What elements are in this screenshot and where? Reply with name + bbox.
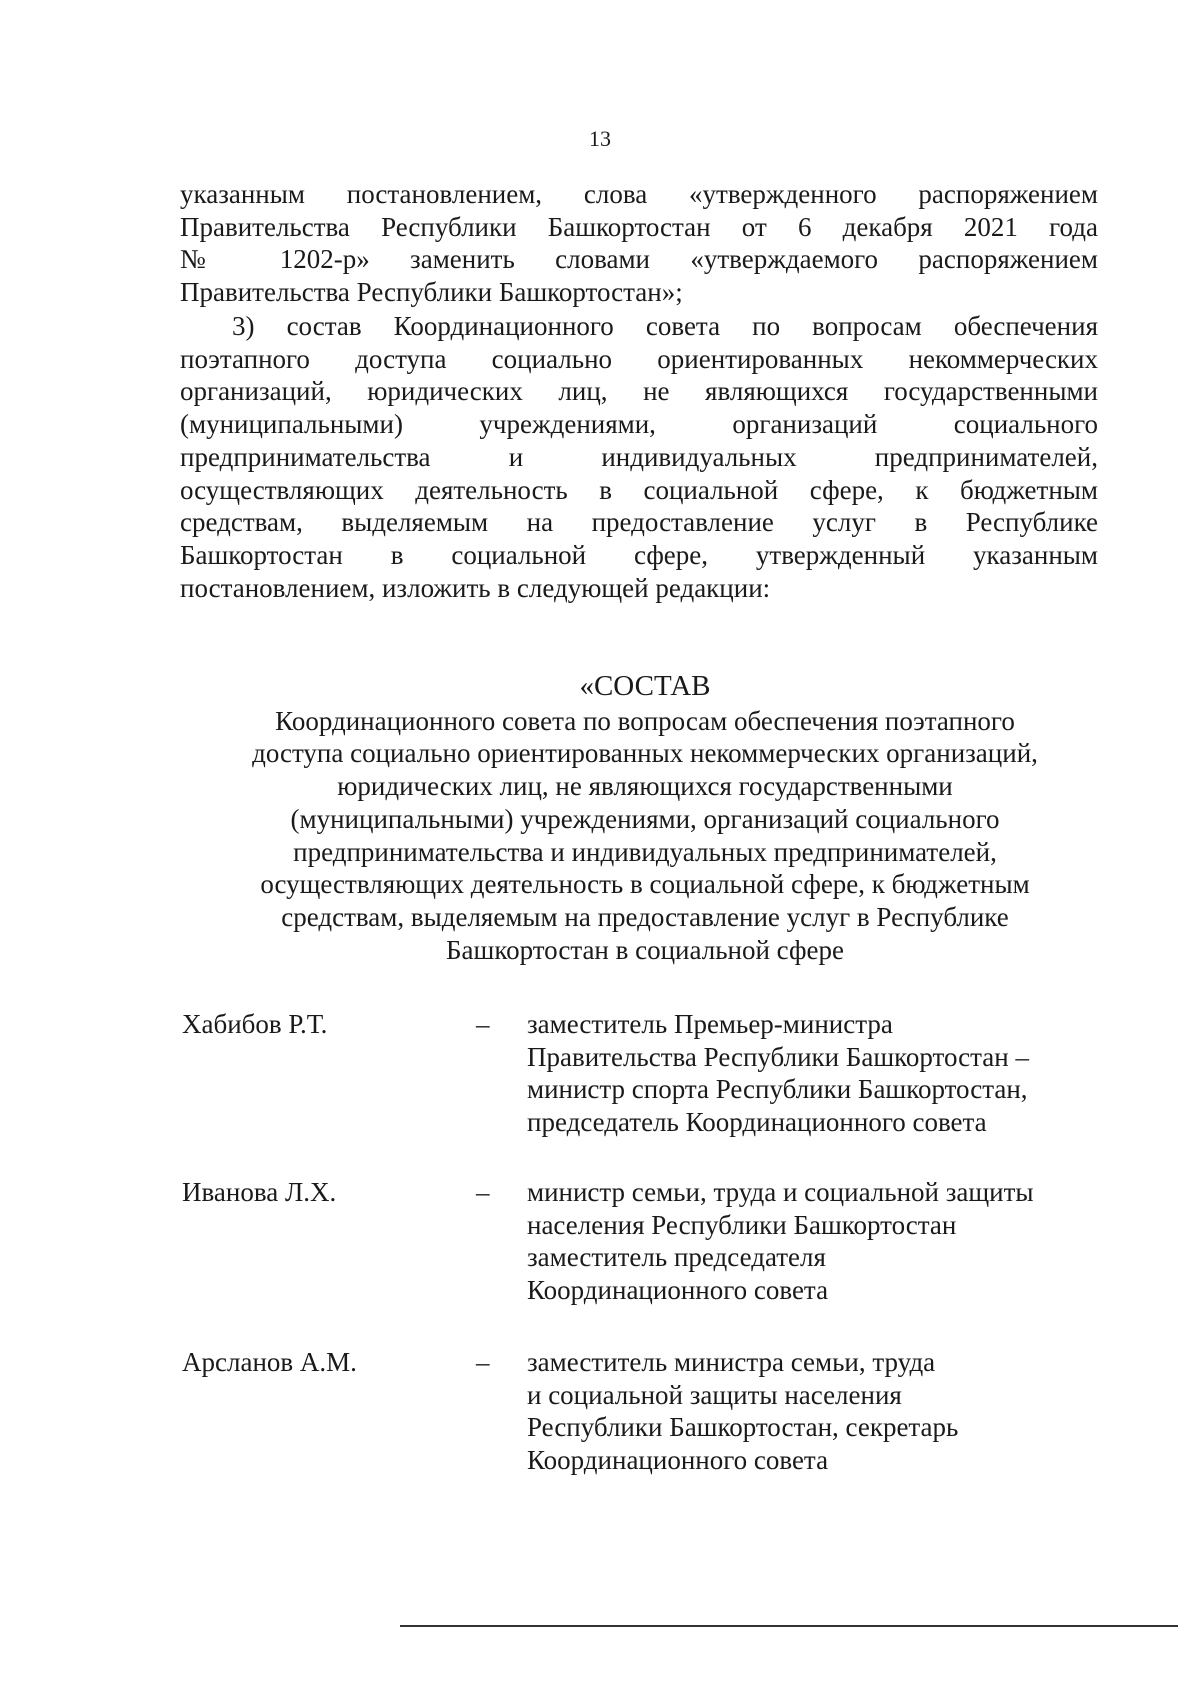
title-line: Башкортостан в социальной сфере <box>446 934 844 965</box>
paragraph-1-line: № 1202-р» заменить словами «утверждаемого распоряжением <box>180 244 1098 275</box>
paragraph-1-line: Правительства Республики Башкортостан»; <box>180 277 683 308</box>
member-dash: – <box>476 1347 490 1377</box>
paragraph-2-line: 3) состав Координационного совета по вопросам обеспечения <box>232 311 1098 341</box>
paragraph-2-line: осуществляющих деятельность в социальной сфере, к бюджетным <box>180 474 1098 505</box>
paragraph-1-line: Правительства Республики Башкортостан от 6 декабря 2021 года <box>180 211 1098 242</box>
title-line: (муниципальными) учреждениями, организаций социального <box>290 803 1000 834</box>
member-name: Хабибов Р.Т. <box>182 1009 328 1039</box>
paragraph-2-line: Башкортостан в социальной сфере, утвержденный указанным <box>180 539 1098 570</box>
composition-title <box>150 670 1140 966</box>
paragraph-1-line: указанным постановлением, слова «утвержденного распоряжением <box>180 179 1098 209</box>
member-dash: – <box>476 1177 490 1207</box>
paragraph-2-line: организаций, юридических лиц, не являющихся государственными <box>180 376 1098 407</box>
paragraph-2 <box>180 310 1098 604</box>
title-heading: «СОСТАВ <box>579 670 711 702</box>
page-number: 13 <box>589 126 611 151</box>
paragraph-2-line: предпринимательства и индивидуальных предпринимателей, <box>180 441 1098 472</box>
member-name: Иванова Л.Х. <box>182 1177 337 1207</box>
title-line: средствам, выделяемым на предоставление услуг в Республике <box>281 901 1009 932</box>
member-name: Арсланов А.М. <box>182 1347 357 1377</box>
title-line: осуществляющих деятельность в социальной сфере, к бюджетным <box>260 869 1030 900</box>
title-line: юридических лиц, не являющихся государственными <box>337 771 953 802</box>
title-line: Координационного совета по вопросам обеспечения поэтапного <box>275 705 1015 736</box>
title-line: предпринимательства и индивидуальных предпринимателей, <box>293 836 997 867</box>
paragraph-2-line: средствам, выделяемым на предоставление услуг в Республике <box>180 507 1098 538</box>
title-line: доступа социально ориентированных некоммерческих организаций, <box>252 738 1038 769</box>
member-role: заместитель Премьер-министра Правительства Республики Башкортостан – министр спорта Республики Башкортостан, председатель Координационного совета <box>527 1009 1029 1138</box>
member-dash: – <box>476 1009 490 1039</box>
paragraph-1 <box>180 178 1098 309</box>
bottom-rule-line <box>400 1625 1178 1627</box>
paragraph-2-line: поэтапного доступа социально ориентированных некоммерческих <box>180 343 1098 374</box>
member-role: заместитель министра семьи, труда и социальной защиты населения Республики Башкортостан, секретарь Координационного совета <box>527 1347 959 1476</box>
member-role: министр семьи, труда и социальной защиты населения Республики Башкортостан заместитель председателя Координационного совета <box>527 1177 1034 1306</box>
paragraph-2-line: (муниципальными) учреждениями, организаций социального <box>180 409 1098 440</box>
paragraph-2-line: постановлением, изложить в следующей редакции: <box>180 572 771 603</box>
